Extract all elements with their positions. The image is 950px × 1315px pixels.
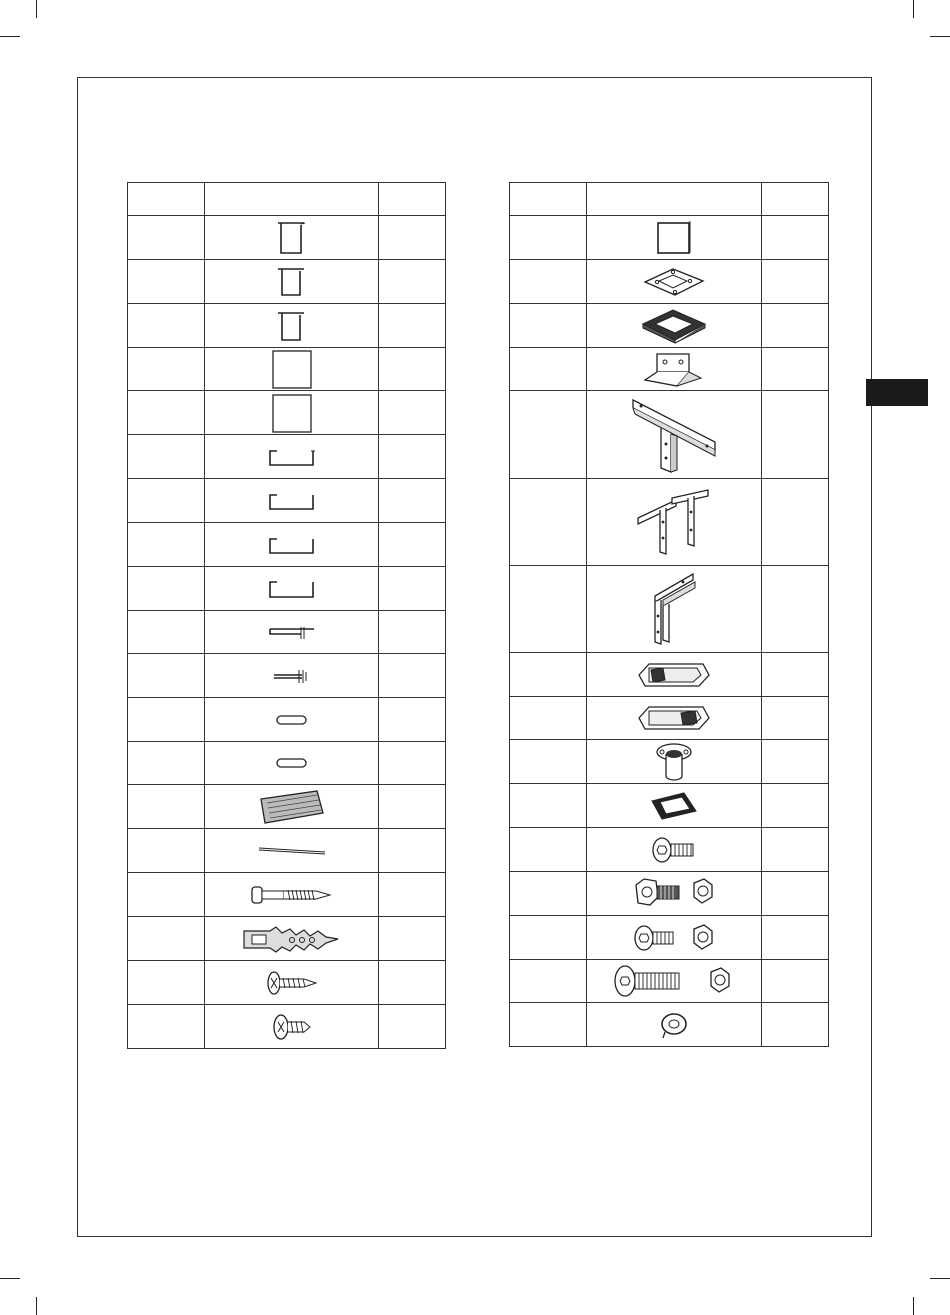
part-number (510, 828, 587, 872)
table-row (128, 1005, 446, 1049)
part-picture (205, 829, 379, 873)
part-quantity (379, 391, 446, 435)
table-row (510, 960, 829, 1003)
part-picture (205, 742, 379, 785)
part-quantity (762, 260, 829, 304)
table-row (128, 611, 446, 654)
crop-mark (0, 1278, 20, 1279)
table-row (128, 260, 446, 304)
part-picture (587, 216, 762, 260)
channel-connector-icon (587, 660, 761, 690)
parts-table-left (127, 182, 446, 1049)
double-l-bracket-icon (587, 488, 761, 556)
header-picture (205, 183, 379, 216)
part-number (510, 784, 587, 828)
part-number (128, 567, 205, 611)
part-quantity (379, 304, 446, 348)
table-row (510, 697, 829, 740)
part-picture (587, 872, 762, 916)
part-number (128, 523, 205, 567)
hex-socket-bolt-icon (587, 836, 761, 864)
part-quantity (379, 698, 446, 742)
part-number (510, 653, 587, 697)
header-quantity (379, 183, 446, 216)
part-number (128, 435, 205, 479)
part-picture (587, 784, 762, 828)
part-picture (587, 740, 762, 784)
table-row (128, 698, 446, 742)
rubber-pad-icon (587, 791, 761, 821)
part-picture (205, 391, 379, 435)
post-cap-icon (587, 308, 761, 344)
table-row (128, 391, 446, 435)
table-row (510, 784, 829, 828)
table-row (128, 479, 446, 523)
parts-table-right (509, 182, 829, 1047)
hex-bolt-and-nut-icon (587, 877, 761, 911)
flat-bar-icon (205, 623, 378, 641)
table-row (510, 216, 829, 260)
part-picture (587, 1003, 762, 1047)
part-number (128, 216, 205, 260)
socket-bolt-and-nut-icon (587, 923, 761, 953)
crop-mark (36, 0, 37, 18)
part-quantity (379, 654, 446, 698)
table-header-row (128, 183, 446, 216)
table-row (510, 348, 829, 391)
part-quantity (762, 916, 829, 960)
table-row (128, 742, 446, 785)
part-number (510, 916, 587, 960)
part-picture (205, 917, 379, 961)
part-number (128, 260, 205, 304)
part-quantity (379, 260, 446, 304)
part-quantity (379, 742, 446, 785)
part-picture (205, 304, 379, 348)
table-row (128, 304, 446, 348)
part-quantity (379, 567, 446, 611)
part-picture (205, 698, 379, 742)
part-quantity (379, 873, 446, 917)
part-quantity (762, 479, 829, 566)
part-number (510, 566, 587, 653)
part-quantity (762, 1003, 829, 1047)
table-row (128, 961, 446, 1005)
c-channel-rail-icon (205, 533, 378, 557)
u-channel-post-tall-icon (205, 221, 378, 255)
section-tab-marker (866, 379, 928, 406)
slot-gasket-icon (205, 714, 378, 726)
crop-mark (913, 1297, 914, 1315)
part-number (510, 1003, 587, 1047)
square-panel-icon (205, 393, 378, 433)
part-quantity (762, 697, 829, 740)
part-quantity (762, 653, 829, 697)
table-row (510, 391, 829, 479)
u-channel-post-medium-icon (205, 266, 378, 298)
wood-shim-icon (205, 789, 378, 825)
part-quantity (379, 435, 446, 479)
part-picture (205, 523, 379, 567)
part-number (128, 785, 205, 829)
part-picture (587, 260, 762, 304)
square-plate-icon (587, 221, 761, 255)
part-number (128, 917, 205, 961)
part-number (128, 348, 205, 391)
part-quantity (762, 216, 829, 260)
crop-mark (36, 1297, 37, 1315)
table-row (128, 348, 446, 391)
c-channel-rail-icon (205, 577, 378, 601)
table-row (510, 653, 829, 697)
part-quantity (762, 740, 829, 784)
wood-screw-icon (205, 970, 378, 996)
table-row (128, 567, 446, 611)
part-number (510, 479, 587, 566)
part-number (510, 391, 587, 479)
part-picture (587, 391, 762, 479)
table-row (510, 304, 829, 348)
table-row (128, 785, 446, 829)
part-quantity (762, 828, 829, 872)
part-quantity (379, 216, 446, 260)
crop-mark (930, 1278, 950, 1279)
square-panel-icon (205, 349, 378, 389)
header-picture (587, 183, 762, 216)
part-number (510, 740, 587, 784)
part-number (510, 260, 587, 304)
part-number (510, 960, 587, 1003)
part-number (128, 1005, 205, 1049)
c-channel-rail-icon (205, 489, 378, 513)
table-row (510, 479, 829, 566)
part-picture (587, 653, 762, 697)
part-picture (587, 304, 762, 348)
table-row (510, 1003, 829, 1047)
part-quantity (379, 479, 446, 523)
part-number (510, 216, 587, 260)
part-quantity (379, 917, 446, 961)
part-number (128, 479, 205, 523)
part-quantity (762, 784, 829, 828)
rod-pin-icon (205, 846, 378, 856)
self-drilling-screw-icon (205, 1013, 378, 1041)
part-picture (205, 260, 379, 304)
part-number (128, 654, 205, 698)
part-quantity (762, 960, 829, 1003)
table-row (510, 566, 829, 653)
part-picture (587, 916, 762, 960)
part-quantity (379, 1005, 446, 1049)
part-quantity (762, 348, 829, 391)
thin-rod-icon (205, 667, 378, 685)
table-header-row (510, 183, 829, 216)
table-row (510, 260, 829, 304)
part-quantity (379, 961, 446, 1005)
slot-gasket-icon (205, 757, 378, 769)
part-quantity (762, 391, 829, 479)
crop-mark (913, 0, 914, 18)
u-channel-post-short-icon (205, 310, 378, 342)
part-picture (205, 479, 379, 523)
part-quantity (379, 611, 446, 654)
part-quantity (762, 872, 829, 916)
table-row (128, 654, 446, 698)
table-row (128, 435, 446, 479)
part-number (128, 304, 205, 348)
part-picture (205, 873, 379, 917)
part-picture (205, 1005, 379, 1049)
part-picture (587, 697, 762, 740)
flange-sleeve-icon (587, 742, 761, 782)
part-number (128, 742, 205, 785)
part-number (128, 391, 205, 435)
long-bolt-and-nut-icon (587, 964, 761, 998)
part-picture (205, 348, 379, 391)
part-quantity (379, 785, 446, 829)
corner-bracket-icon (587, 572, 761, 646)
part-number (128, 611, 205, 654)
crop-mark (0, 36, 20, 37)
table-row (128, 829, 446, 873)
table-row (510, 916, 829, 960)
part-picture (587, 960, 762, 1003)
table-row (128, 523, 446, 567)
header-quantity (762, 183, 829, 216)
part-number (128, 698, 205, 742)
channel-connector-icon (587, 703, 761, 733)
part-quantity (762, 566, 829, 653)
table-row (510, 828, 829, 872)
part-number (128, 961, 205, 1005)
spring-washer-icon (587, 1010, 761, 1040)
part-picture (587, 479, 762, 566)
part-picture (205, 567, 379, 611)
part-picture (205, 611, 379, 654)
table-row (510, 872, 829, 916)
part-number (510, 872, 587, 916)
table-row (128, 873, 446, 917)
table-row (128, 917, 446, 961)
part-picture (587, 566, 762, 653)
part-picture (205, 785, 379, 829)
part-quantity (762, 304, 829, 348)
part-picture (205, 435, 379, 479)
lag-screw-icon (205, 884, 378, 906)
part-quantity (379, 523, 446, 567)
header-number (510, 183, 587, 216)
part-picture (587, 828, 762, 872)
part-quantity (379, 348, 446, 391)
part-number (510, 348, 587, 391)
angle-bracket-icon (587, 350, 761, 388)
crop-mark (930, 36, 950, 37)
part-number (510, 697, 587, 740)
wall-plug-icon (205, 925, 378, 953)
part-picture (205, 654, 379, 698)
part-number (128, 829, 205, 873)
c-channel-rail-icon (205, 445, 378, 469)
part-picture (205, 961, 379, 1005)
t-bracket-icon (587, 398, 761, 472)
header-number (128, 183, 205, 216)
mounting-base-plate-icon (587, 266, 761, 298)
part-number (510, 304, 587, 348)
part-picture (587, 348, 762, 391)
part-picture (205, 216, 379, 260)
part-quantity (379, 829, 446, 873)
table-row (128, 216, 446, 260)
table-row (510, 740, 829, 784)
part-number (128, 873, 205, 917)
